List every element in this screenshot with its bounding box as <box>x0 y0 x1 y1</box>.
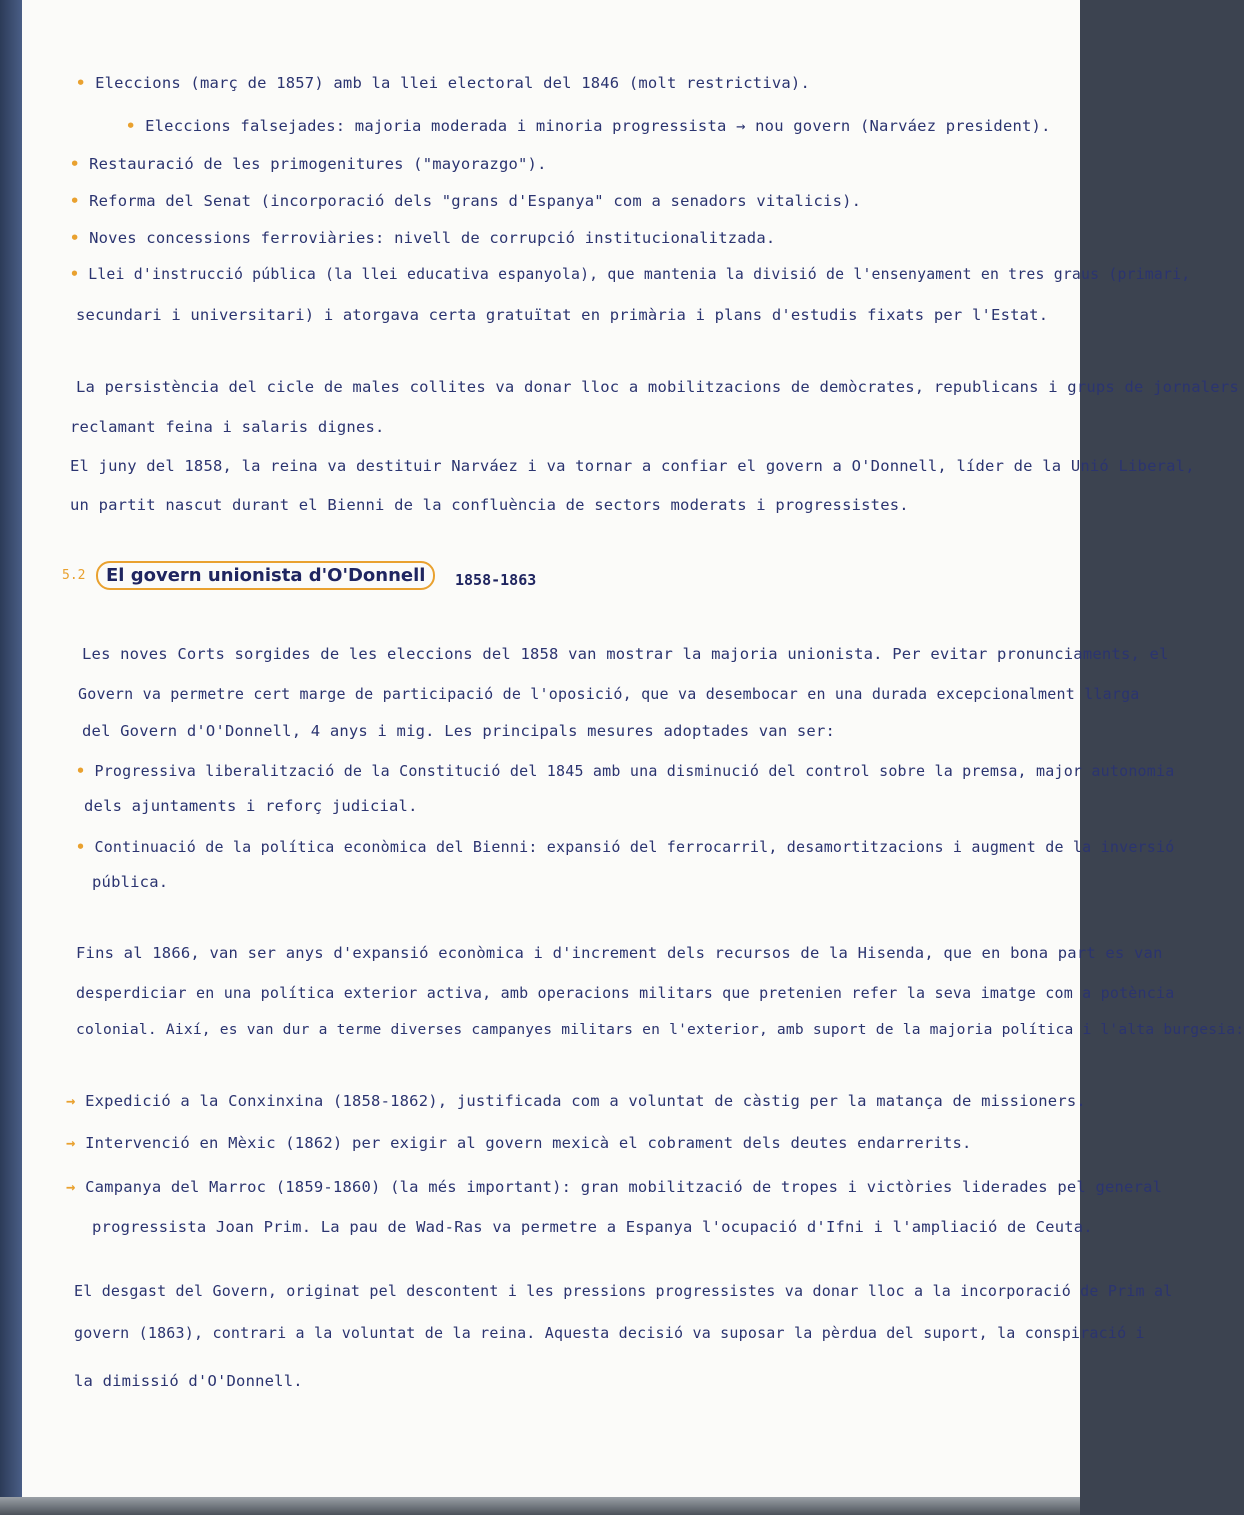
arrow-right-icon: → <box>66 1092 76 1110</box>
bullet-item: • Llei d'instrucció pública (la llei educativa espanyola), que mantenia la divisió de l'ensenyament en tres graus (primari, <box>70 266 1191 283</box>
paragraph-line: la dimissió d'O'Donnell. <box>74 1372 303 1390</box>
bullet-continuation: secundari i universitari) i atorgava certa gratuïtat en primària i plans d'estudis fixats per l'Estat. <box>76 306 1049 324</box>
arrow-item: → Campanya del Marroc (1859-1860) (la més important): gran mobilització de tropes i victòries liderades pel general <box>66 1178 1163 1196</box>
arrow-item: → Intervenció en Mèxic (1862) per exigir al govern mexicà el cobrament dels deutes endarrerits. <box>66 1134 972 1152</box>
arrow-right-icon: → <box>66 1178 76 1196</box>
section-title: El govern unionista d'O'Donnell <box>96 561 435 590</box>
paragraph-line: Govern va permetre cert marge de participació de l'oposició, que va desembocar en una durada excepcionalment llarga <box>78 685 1140 703</box>
bullet-item: • Reforma del Senat (incorporació dels "grans d'Espanya" com a senadors vitalicis). <box>70 192 862 210</box>
bullet-continuation: dels ajuntaments i reforç judicial. <box>84 797 418 815</box>
paragraph-line: La persistència del cicle de males collites va donar lloc a mobilitzacions de demòcrates, republicans i grups de jornalers <box>76 378 1239 396</box>
paragraph-line: El juny del 1858, la reina va destituir Narváez i va tornar a confiar el govern a O'Donnell, líder de la Unió Liberal, <box>70 457 1195 475</box>
section-number: 5.2 <box>62 568 86 583</box>
paragraph-line: colonial. Així, es van dur a terme diverses campanyes militars en l'exterior, amb suport de la majoria política i l'alta burgesia: <box>76 1021 1244 1038</box>
bullet-item: • Restauració de les primogenitures ("mayorazgo"). <box>70 155 547 173</box>
paragraph-line: un partit nascut durant el Bienni de la confluència de sectors moderats i progressistes. <box>70 496 909 514</box>
arrow-right-icon: → <box>66 1134 76 1152</box>
paragraph-line: del Govern d'O'Donnell, 4 anys i mig. Les principals mesures adoptades van ser: <box>82 722 836 740</box>
paragraph-line: govern (1863), contrari a la voluntat de la reina. Aquesta decisió va suposar la pèrdua del suport, la conspiració i <box>74 1324 1145 1342</box>
paragraph-line: Les noves Corts sorgides de les eleccions del 1858 van mostrar la majoria unionista. Per evitar pronunciaments, el <box>82 645 1169 663</box>
paragraph-line: Fins al 1866, van ser anys d'expansió econòmica i d'increment dels recursos de la Hisenda, que en bona part es van <box>76 944 1163 962</box>
paragraph-line: reclamant feina i salaris dignes. <box>70 418 385 436</box>
bullet-item: • Eleccions (març de 1857) amb la llei electoral del 1846 (molt restrictiva). <box>76 74 810 92</box>
arrow-continuation: progressista Joan Prim. La pau de Wad-Ras va permetre a Espanya l'ocupació d'Ifni i l'ampliació de Ceuta. <box>92 1218 1093 1236</box>
scanner-edge-bottom <box>0 1497 1080 1515</box>
section-years: 1858-1863 <box>455 571 537 589</box>
bullet-item: • Continuació de la política econòmica del Bienni: expansió del ferrocarril, desamortitzacions i augment de la inversió <box>76 838 1175 856</box>
scanner-edge-left <box>0 0 22 1515</box>
bullet-continuation: pública. <box>92 873 169 891</box>
bullet-item: • Progressiva liberalització de la Constitució del 1845 amb una disminució del control sobre la premsa, major autonomia <box>76 762 1175 780</box>
paragraph-line: desperdiciar en una política exterior activa, amb operacions militars que pretenien refer la seva imatge com a potència <box>76 984 1175 1002</box>
paragraph-line: El desgast del Govern, originat pel descontent i les pressions progressistes va donar lloc a la incorporació de Prim al <box>74 1282 1173 1300</box>
bullet-item: • Eleccions falsejades: majoria moderada i minoria progressista → nou govern (Narváez president). <box>126 117 1051 135</box>
arrow-item: → Expedició a la Conxinxina (1858-1862), justificada com a voluntat de càstig per la matança de missioners. <box>66 1092 1086 1110</box>
bullet-item: • Noves concessions ferroviàries: nivell de corrupció institucionalitzada. <box>70 229 776 247</box>
